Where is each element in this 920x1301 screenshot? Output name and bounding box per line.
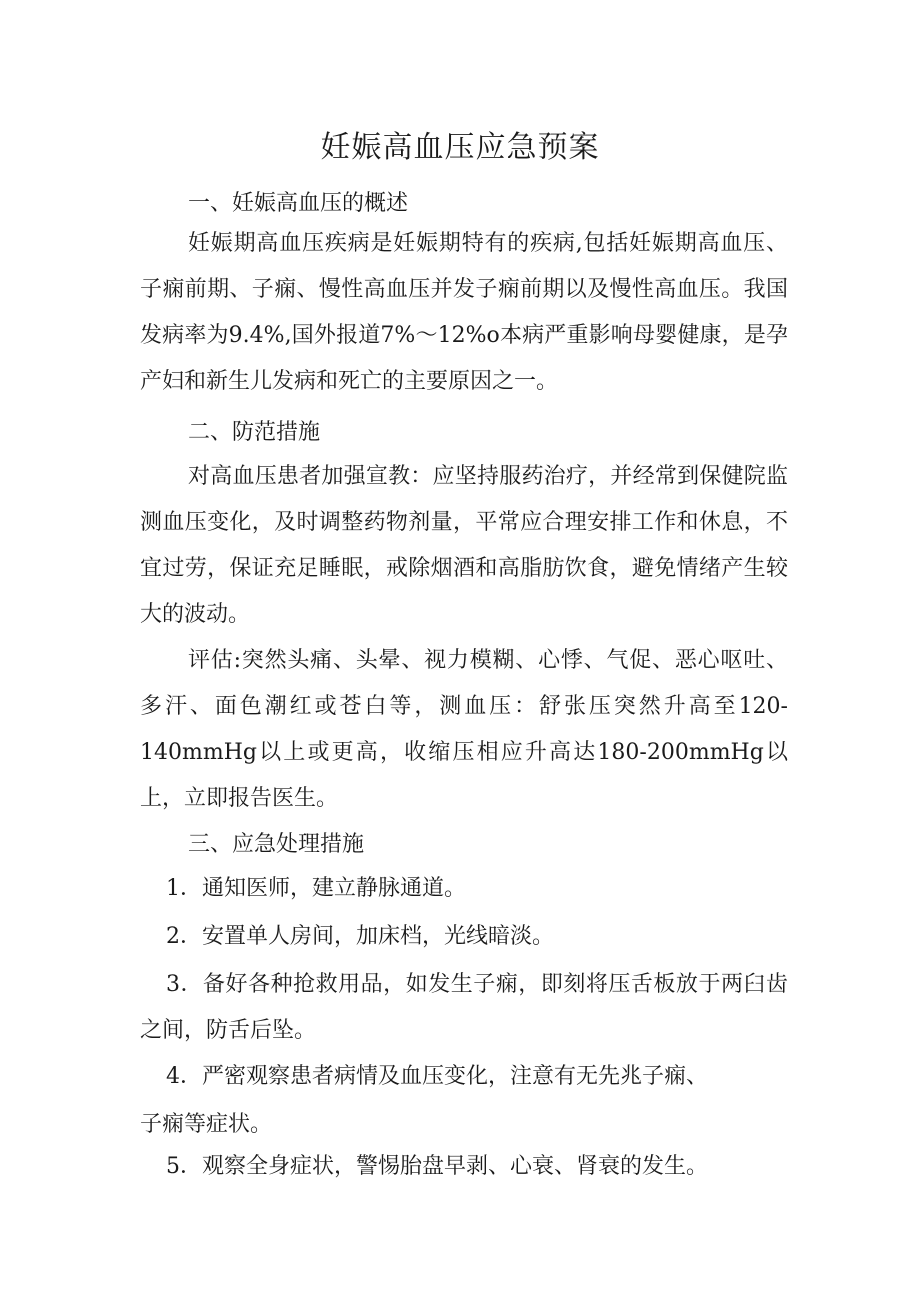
list-item: 4．严密观察患者病情及血压变化，注意有无先兆子痫、 <box>166 1064 708 1089</box>
section-heading-emergency: 三、应急处理措施 <box>188 832 365 857</box>
section-heading-prevention: 二、防范措施 <box>188 420 321 445</box>
list-item: 3．备好各种抢救用品，如发生子痫，即刻将压舌板放于两臼齿之间，防舌后坠。 <box>140 972 788 1043</box>
list-item: 5．观察全身症状，警惕胎盘早剥、心衰、肾衰的发生。 <box>166 1154 708 1179</box>
paragraph-prevention-assessment: 评估:突然头痛、头晕、视力模糊、心悸、气促、恶心呕吐、多汗、面色潮红或苍白等，测血压：舒张压突然升高至120-140mmHg以上或更高，收缩压相应升高达180-200mmHg以上，立即报告医生。 <box>140 648 788 811</box>
list-item: 1．通知医师，建立静脉通道。 <box>166 876 466 901</box>
list-item: 2．安置单人房间，加床档，光线暗淡。 <box>166 924 554 949</box>
list-item-continuation: 子痫等症状。 <box>140 1112 273 1137</box>
paragraph-overview: 妊娠期高血压疾病是妊娠期特有的疾病,包括妊娠期高血压、子痫前期、子痫、慢性高血压并发子痫前期以及慢性高血压。我国发病率为9.4%,国外报道7%～12%o本病严重影响母婴健康，是孕产妇和新生儿发病和死亡的主要原因之一。 <box>140 231 788 394</box>
paragraph-prevention-education: 对高血压患者加强宣教：应坚持服药治疗，并经常到保健院监测血压变化，及时调整药物剂量，平常应合理安排工作和休息，不宜过劳，保证充足睡眠，戒除烟酒和高脂肪饮食，避免情绪产生较大的波动。 <box>140 464 788 627</box>
document-title: 妊娠高血压应急预案 <box>320 130 600 165</box>
section-heading-overview: 一、妊娠高血压的概述 <box>188 191 409 216</box>
